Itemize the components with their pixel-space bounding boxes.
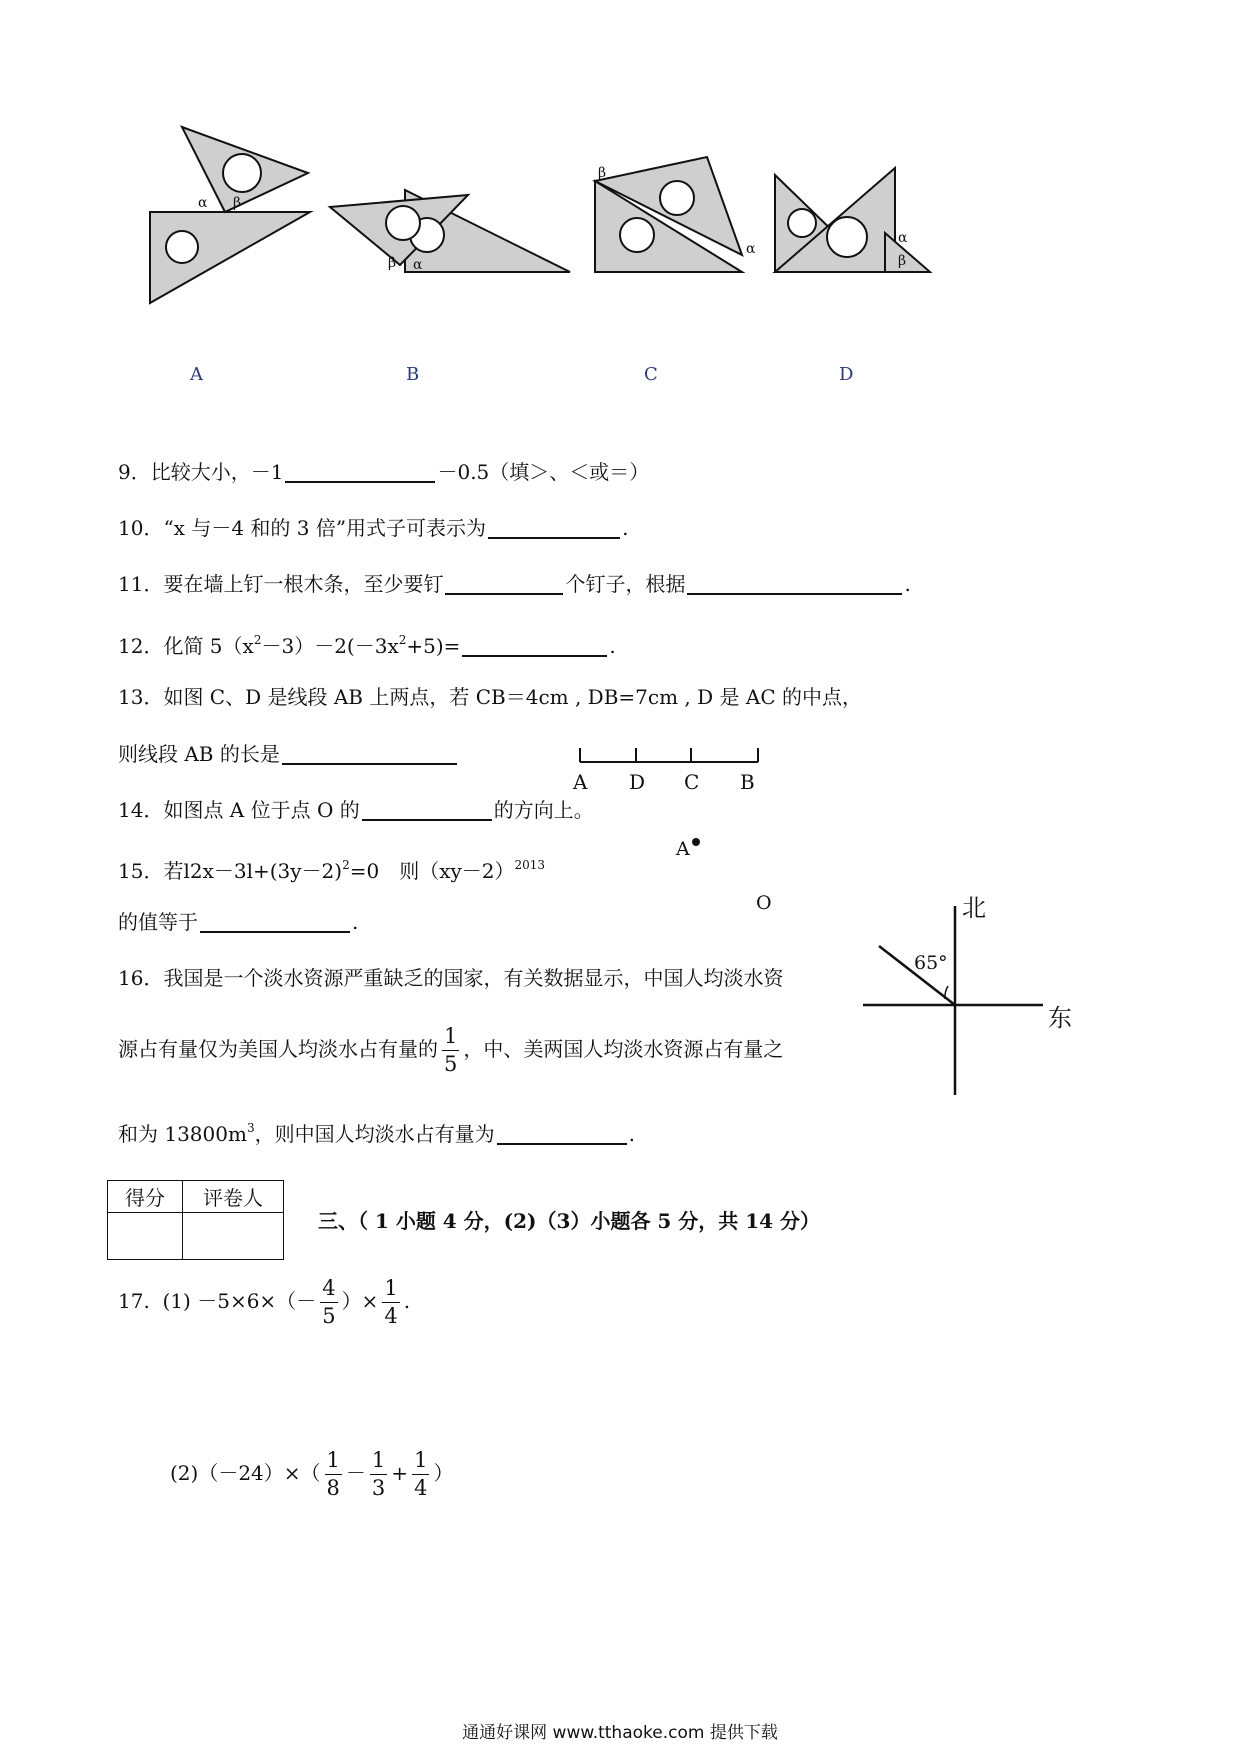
question-15-line2: 的值等于 . — [118, 910, 359, 934]
figure-c-alpha: α — [746, 241, 756, 257]
answer-blank[interactable] — [687, 573, 902, 595]
answer-blank[interactable] — [497, 1123, 627, 1145]
grader-header: 评卷人 — [183, 1181, 284, 1213]
answer-blank[interactable] — [445, 573, 563, 595]
figure-b-alpha: α — [413, 257, 423, 273]
score-table — [107, 1180, 284, 1260]
point-a-label: A — [676, 838, 690, 860]
figure-c-hole — [660, 181, 694, 215]
question-16-line1: 16．我国是一个淡水资源严重缺乏的国家，有关数据显示，中国人均淡水资 — [118, 966, 784, 990]
fraction-one-eighth: $\frac{1}{8}$ — [326, 1448, 340, 1500]
figure-label-d: D — [839, 364, 854, 385]
answer-blank[interactable] — [362, 799, 492, 821]
figure-label-c: C — [644, 364, 658, 385]
section-3-title: 三、（ 1 小题 4 分，(2)（3）小题各 5 分，共 14 分） — [318, 1209, 821, 1233]
question-13-line2: 则线段 AB 的长是 — [118, 740, 459, 768]
question-16-line3: 和为 $13800m^3$，则中国人均淡水占有量为 . — [118, 1121, 635, 1146]
figure-d-hole — [788, 209, 816, 237]
score-header: 得分 — [108, 1181, 183, 1213]
triangle-figures — [130, 115, 960, 315]
grader-cell[interactable] — [183, 1213, 284, 1260]
question-11: 11．要在墙上钉一根木条，至少要钉 个钉子，根据 . — [118, 572, 911, 596]
compass-diagram — [855, 900, 1045, 1100]
figure-a-alpha: α — [198, 195, 208, 211]
answer-blank[interactable] — [282, 743, 457, 765]
question-17-part2: (2)（－24）×（ $\frac{1}{8}$ － $\frac{1}{3}$ + $\frac{1}{4}$ ） — [170, 1448, 454, 1500]
compass-angle-label: 65° — [914, 952, 948, 974]
figure-c-hole — [620, 218, 654, 252]
answer-blank[interactable] — [488, 517, 620, 539]
figure-c-beta: β — [598, 165, 607, 181]
compass-east-label: 东 — [1048, 1004, 1072, 1032]
figure-b-hole — [386, 206, 420, 240]
question-12: 12．化简 $5(x^2-3)-2(-3x^2+5)=$ . — [118, 633, 616, 658]
figure-a-beta: β — [233, 195, 242, 211]
figure-d-small-triangle — [885, 233, 930, 272]
compass-north-label: 北 — [962, 894, 986, 922]
segment-point-c: C — [684, 770, 700, 794]
figure-d-alpha: α — [898, 230, 908, 246]
figure-label-a: A — [190, 364, 203, 385]
figure-d-hole — [827, 217, 867, 257]
point-o-label: O — [756, 892, 772, 914]
fraction-one-fourth: $\frac{1}{4}$ — [414, 1448, 428, 1500]
question-16-line2: 源占有量仅为美国人均淡水占有量的 $\frac{1}{5}$ ，中、美两国人均淡水资源占有量之 — [118, 1024, 784, 1076]
fraction-one-fourth: $\frac{1}{4}$ — [384, 1276, 398, 1328]
figure-a-hole — [223, 154, 261, 192]
footer-source: 通通好课网 www.tthaoke.com 提供下载 — [462, 1723, 778, 1743]
score-cell[interactable] — [108, 1213, 183, 1260]
answer-blank[interactable] — [285, 461, 435, 483]
question-14: 14．如图点 A 位于点 O 的 的方向上。 — [118, 798, 594, 822]
fraction-one-fifth: $\frac{1}{5}$ — [444, 1024, 458, 1076]
point-a-dot — [692, 838, 700, 846]
question-13-line1: 13．如图 C、D 是线段 AB 上两点，若 CB＝4cm , DB=7cm , D 是 AC 的中点， — [118, 685, 862, 709]
segment-point-b: B — [740, 770, 755, 794]
question-17-part1: 17. (1) －5×6×（－ $\frac{4}{5}$ ）× $\frac{1}{4}$ . — [118, 1276, 411, 1328]
answer-blank[interactable] — [200, 911, 350, 933]
figure-a-hole — [166, 231, 198, 263]
segment-point-a: A — [573, 770, 588, 794]
figure-label-b: B — [406, 364, 420, 385]
segment-diagram — [570, 742, 770, 772]
question-10: 10．“x 与－4 和的 3 倍”用式子可表示为 . — [118, 516, 629, 540]
fraction-four-fifths: $\frac{4}{5}$ — [322, 1276, 336, 1328]
segment-point-d: D — [629, 770, 646, 794]
question-15: 15．若$l2x-3l+(3y-2)^2=0$ 则$(xy-2)^{2013}$ — [118, 858, 546, 883]
fraction-one-third: $\frac{1}{3}$ — [371, 1448, 386, 1500]
figure-d-beta: β — [898, 253, 907, 269]
answer-blank[interactable] — [462, 635, 607, 657]
question-9: 9．比较大小，－1 －0.5（填＞、＜或＝） — [118, 460, 650, 484]
figure-b-beta: β — [388, 255, 397, 271]
